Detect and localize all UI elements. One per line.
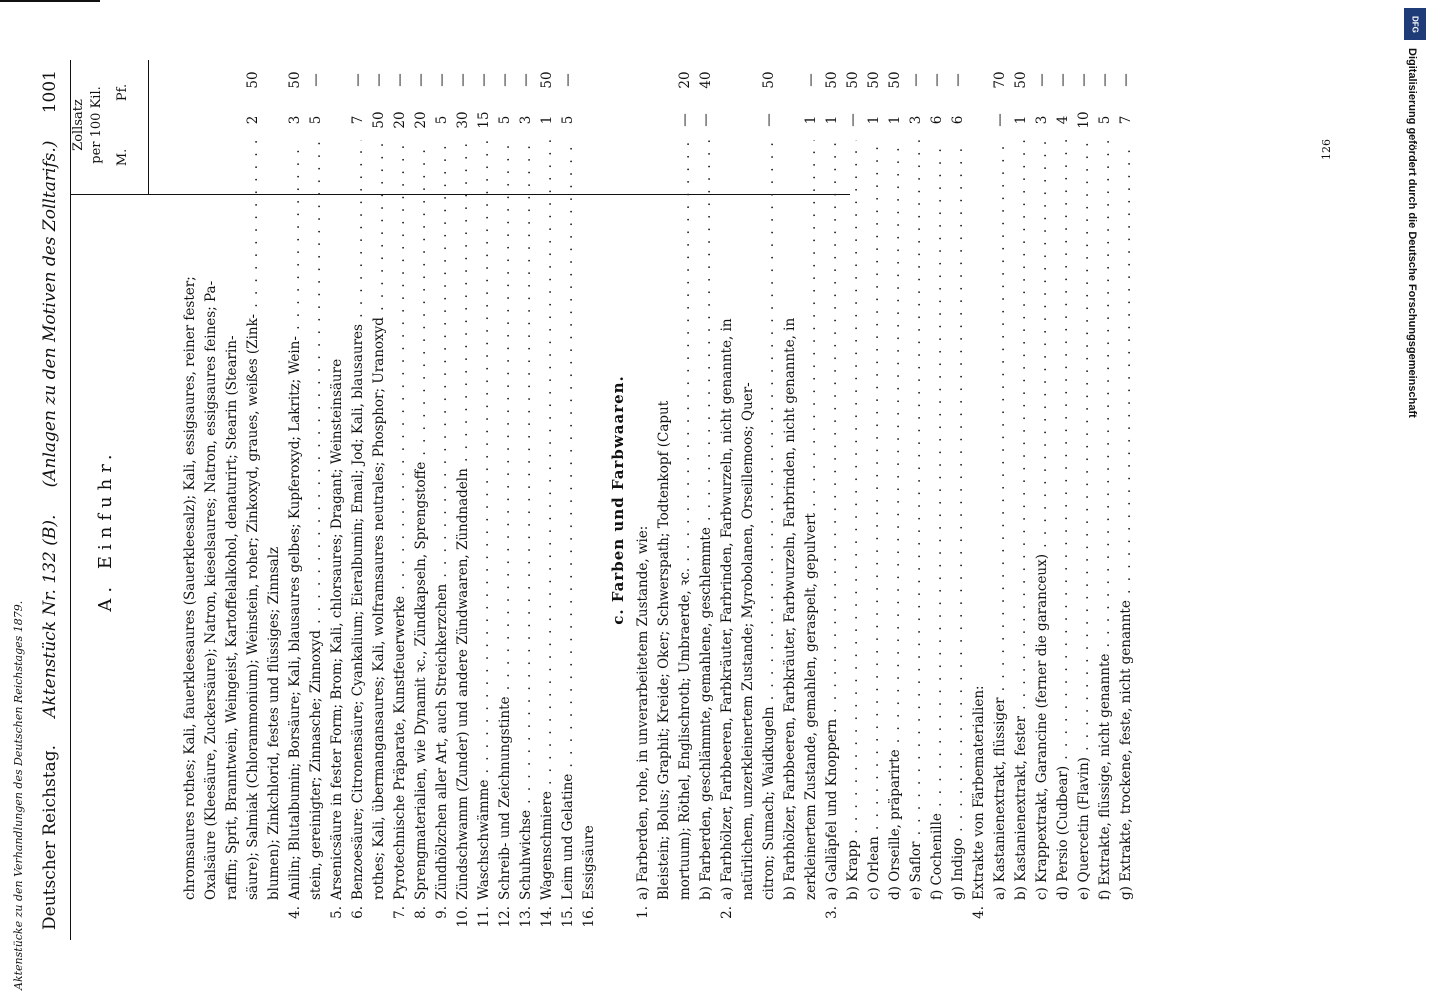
tariff-row [696,60,717,940]
row-text: d) Orseille, präparirte . . . [885,140,906,900]
rate-mark: 1 [539,115,555,125]
tariff-row [1116,60,1137,940]
page-header [30,60,60,940]
tariff-row [264,60,285,940]
tariff-row [411,60,432,940]
rate-pfennig: — [392,73,408,87]
tariff-row [495,60,516,940]
tariff-row [948,60,969,940]
tariff-row [579,60,600,940]
rate-mark: 1 [887,115,903,125]
row-text: Anilin; Blutalbumin; Borsäure; Kali, blausaures gelbes; Kupferoxyd; Lakritz; Wein- . . . [285,140,306,900]
tariff-head-rule [148,60,149,195]
row-text: g) Indigo . . . [948,140,969,900]
rate-pfennig: — [518,73,534,87]
row-number: 10. [455,906,471,928]
rate-mark: 5 [434,115,450,125]
row-text: Wagenschmiere . . . [537,140,558,900]
tariff-row [927,60,948,940]
tariff-row [348,60,369,940]
rate-mark: 3 [908,115,924,125]
tariff-row [327,60,348,940]
row-text: d) Persio (Cudbear) . . . [1053,140,1074,900]
header-right: (Anlagen zu den Motiven des Zolltarifs.) [40,140,60,488]
tariff-row [285,60,306,940]
row-text: f) Cochenille . . . [927,140,948,900]
rate-mark: 4 [1055,115,1071,125]
tariff-row [222,60,243,940]
row-number: 16. [581,906,597,928]
rate-mark: 1 [824,115,840,125]
row-number: 12. [497,906,513,928]
tariff-row [390,60,411,940]
row-text: natürlichem, unzerkleinertem Zustande; Myrobolanen, Orseillemoos; Quer- [740,382,756,900]
row-text: zerkleinertem Zustande, gemahlen, geraspelt, gepulvert . . . [801,140,822,900]
row-text: Schuhwichse . . . [516,140,537,900]
tariff-row [1011,60,1032,940]
tariff-row [180,60,201,940]
tariff-row [453,60,474,940]
rate-mark: — [761,113,777,127]
rate-mark: 3 [287,115,303,125]
rate-mark: 5 [308,115,324,125]
row-number: 8. [413,906,429,919]
rate-pfennig: 50 [845,71,861,89]
tariff-row [969,60,990,940]
rate-mark: 7 [350,115,366,125]
row-number: 9. [434,906,450,919]
tariff-row [243,60,264,940]
tariff-row [864,60,885,940]
tariff-heading-line2: per 100 Kil. [89,86,104,164]
rate-pfennig: 50 [287,71,303,89]
row-text: mortuum); Röthel, Englischroth; Umbraerde, ꝛc. . . . [675,140,696,900]
rate-pfennig: 50 [245,71,261,89]
row-number: 15. [560,906,576,928]
tariff-row [906,60,927,940]
tariff-row [654,60,675,940]
row-text: b) Krapp . . . [843,140,864,900]
row-text: Essigsäure [581,825,597,900]
rate-mark: 15 [476,111,492,129]
rate-pfennig: 50 [1013,71,1029,89]
dfg-sidebar [1404,0,1432,1000]
rotated-document-page [30,60,1350,940]
rate-mark: 5 [560,115,576,125]
rate-pfennig: 50 [539,71,555,89]
rate-mark: 1 [1013,115,1029,125]
row-text: b) Kastanienextrakt, fester . . . [1011,140,1032,900]
row-number: 2. [719,906,735,919]
rate-pfennig: — [1034,73,1050,87]
rate-pfennig: — [1055,73,1071,87]
tariff-row [675,60,696,940]
row-number: 1. [635,906,651,919]
rate-pfennig: — [929,73,945,87]
row-text: blumen); Zinkchlorid, festes und flüssiges; Zinnsalz [266,546,282,900]
rate-mark: — [845,113,861,127]
row-text: citron; Sumach; Waidkugeln . . . [759,140,780,900]
tariff-row [843,60,864,940]
tariff-row [780,60,801,940]
rate-pfennig: — [803,73,819,87]
rate-mark: 1 [803,115,819,125]
tariff-row [516,60,537,940]
rate-mark: 2 [245,115,261,125]
rate-mark: — [698,113,714,127]
row-number: 13. [518,906,534,928]
row-text: raffin; Sprit, Branntwein, Weingeist, Kartoffelalkohol, denaturirt; Stearin (Stearin- [224,335,240,900]
row-text: chromsaures rothes; Kali, fauerkleesaures (Sauerkleesalz); Kali, essigsaures, reiner fester; [182,276,198,900]
row-text: Sprengmaterialien, wie Dynamit ꝛc., Zündkapseln, Sprengstoffe . . . [411,140,432,900]
row-text: säure); Salmiak (Chlorammonium); Weinstein, roher; Zinkoxyd, graues, weißes (Zink- . . . [243,140,264,900]
rate-mark: 5 [1097,115,1113,125]
tariff-heading [70,60,132,190]
tariff-row [432,60,453,940]
rate-pfennig: — [350,73,366,87]
header-left: Deutscher Reichstag. [40,745,60,930]
row-text: a) Farberden, rohe, in unverarbeitetem Zustande, wie: [635,525,651,900]
row-text: c) Orlean . . . [864,140,885,900]
rate-pfennig: — [476,73,492,87]
tariff-row [1053,60,1074,940]
row-text: Zündhölzchen aller Art, auch Streichkerzchen . . . [432,140,453,900]
row-number: 3. [824,906,840,919]
tariff-rows [180,60,1137,940]
row-text: b) Farberden, geschlämmte, gemahlene, geschlemmte . . . [696,140,717,900]
row-text: e) Quercetin (Flavin) . . . [1074,140,1095,900]
row-number: 4. [971,906,987,919]
rate-pfennig: — [413,73,429,87]
tariff-row [738,60,759,940]
rate-mark: 6 [950,115,966,125]
rate-mark: 5 [497,115,513,125]
rate-pfennig: — [1118,73,1134,87]
rate-mark: 7 [1118,115,1134,125]
row-text: Bleistein; Bolus; Graphit; Kreide; Oker; Schwerspath; Todtenkopf (Caput [656,400,672,900]
tariff-row [990,60,1011,940]
tariff-row [1074,60,1095,940]
tariff-row [1095,60,1116,940]
row-text: Benzoesäure; Citronensäure; Cyankalium; Eieralbumin; Email; Jod; Kali, blausaures . . . [348,140,369,900]
rate-pfennig: — [950,73,966,87]
rate-pfennig: — [1076,73,1092,87]
rate-mark: 30 [455,111,471,129]
row-text: a) Galläpfel und Knoppern . . . [822,140,843,900]
rate-pfennig: 50 [761,71,777,89]
page-number: 1001 [40,70,60,114]
rate-pfennig: 50 [824,71,840,89]
rate-mark: 10 [1076,111,1092,129]
row-text: stein, gereinigter; Zinnasche; Zinnoxyd . . . [306,140,327,900]
rate-pfennig: — [434,73,450,87]
rate-mark: 3 [1034,115,1050,125]
row-text: b) Farbhölzer, Farbbeeren, Farbkräuter, Farbwurzeln, Farbrinden, nicht genannte, in [782,317,798,900]
rate-pfennig: 50 [866,71,882,89]
header-middle: Aktenstück Nr. 132 (B). [40,514,60,718]
tariff-row [306,60,327,940]
rate-mark: 50 [371,111,387,129]
tariff-row [633,60,654,940]
tariff-row [822,60,843,940]
row-text: Pyrotechnische Präparate, Kunstfeuerwerke . . . [390,140,411,900]
row-number: 7. [392,906,408,919]
rate-mark: — [992,113,1008,127]
row-text: Oxalsäure (Kleesäure, Zuckersäure); Natron, kieselsaures; Natron, essigsaures feines; Pa- [203,280,219,900]
rate-pfennig: — [560,73,576,87]
rate-pfennig: — [308,73,324,87]
rate-pfennig: 40 [698,71,714,89]
header-rule [70,60,71,940]
row-text: Schreib- und Zeichnungstinte . . . [495,140,516,900]
row-number: 11. [476,906,492,928]
section-title: A. Einfuhr. [95,448,116,612]
dfg-credit: Digitalisierung gefördert durch die Deutsche Forschungsgemeinschaft [1406,48,1418,418]
page-footer-number: 126 [1320,139,1333,160]
row-number: 4. [287,906,303,919]
row-number: 14. [539,906,555,928]
row-text: e) Saflor . . . [906,140,927,900]
rate-mark: 20 [413,111,429,129]
tariff-row [1032,60,1053,940]
row-text: c) Krappextrakt, Garancine (ferner die garanceux) . . . [1032,140,1053,900]
rate-mark: 6 [929,115,945,125]
dfg-logo: DFG [1404,8,1426,40]
footer-note: Aktenstücke zu den Verhandlungen des Deutschen Reichstages 1879. [12,600,25,990]
row-number: 5. [329,906,345,919]
row-text: Leim und Gelatine . . . [558,140,579,900]
row-text: a) Kastanienextrakt, flüssiger . . . [990,140,1011,900]
rate-pfennig: 50 [887,71,903,89]
row-text: rothes; Kali, übermangansaures; Kali, wolframsaures neutrales; Phosphor; Uranoxyd . . . [369,140,390,900]
unit-mark: M. [115,148,130,167]
tariff-row [759,60,780,940]
unit-pfennig: Pf. [115,83,130,102]
section-heading-farben: c. Farben und Farbwaaren. [609,375,627,625]
tariff-heading-line1: Zollsatz [71,99,86,151]
row-number: 6. [350,906,366,919]
rate-pfennig: — [497,73,513,87]
row-text: Extrakte von Färbematerialien: [971,685,987,900]
row-text: Zündschwamm (Zunder) und andere Zündwaaren, Zündnadeln . . . [453,140,474,900]
row-text: Arsenicsäure in fester Form; Brom; Kali, chlorsaures; Dragant; Weinsteinsäure [329,358,345,900]
tariff-row [885,60,906,940]
rate-pfennig: 70 [992,71,1008,89]
rate-pfennig: — [1097,73,1113,87]
rate-pfennig: — [371,73,387,87]
tariff-row [474,60,495,940]
rate-pfennig: — [455,73,471,87]
tariff-row [558,60,579,940]
tariff-row [201,60,222,940]
rate-mark: — [677,113,693,127]
row-text: f) Extrakte, flüssige, nicht genannte . . . [1095,140,1116,900]
tariff-row [537,60,558,940]
rate-mark: 1 [866,115,882,125]
row-text: a) Farbhölzer, Farbbeeren, Farbkräuter, Farbrinden, Farbwurzeln, nicht genannte, in [719,318,735,900]
tariff-row [801,60,822,940]
tariff-row [717,60,738,940]
rate-mark: 20 [392,111,408,129]
rate-pfennig: — [908,73,924,87]
row-text: Waschschwämme . . . [474,140,495,900]
rate-mark: 3 [518,115,534,125]
tariff-row [369,60,390,940]
row-text: g) Extrakte, trockene, feste, nicht genannte . . . [1116,140,1137,900]
rate-pfennig: 20 [677,71,693,89]
